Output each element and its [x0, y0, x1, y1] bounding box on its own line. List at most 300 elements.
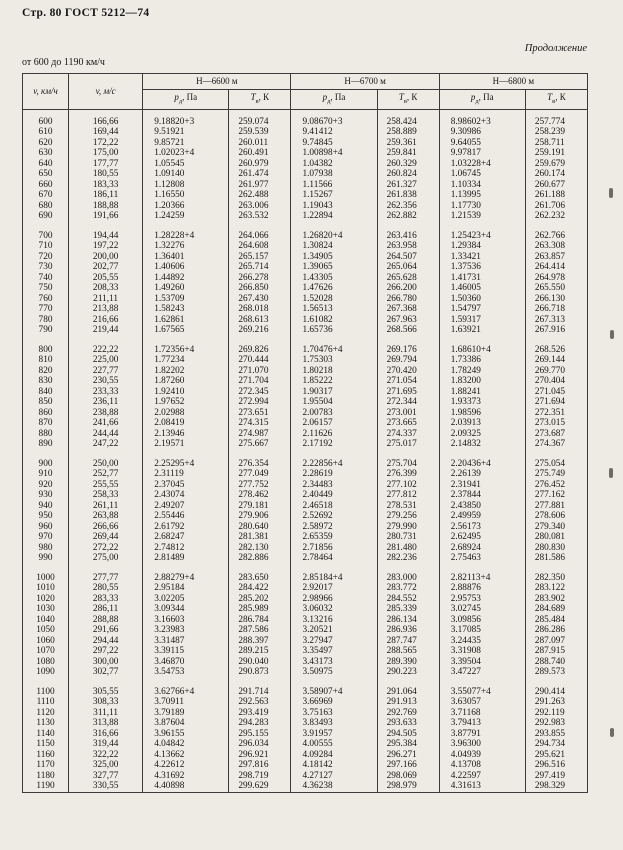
- table-row: [23, 294, 588, 305]
- table-cell: 279.906: [229, 511, 291, 522]
- table-cell: 289.573: [525, 667, 587, 678]
- table-cell: 2.43850: [439, 501, 525, 512]
- table-cell: 1.32276: [143, 241, 229, 252]
- table-cell: 3.20521: [291, 625, 377, 636]
- table-cell: 1.26820+4: [291, 231, 377, 242]
- table-cell: 260.174: [525, 169, 587, 180]
- table-cell: 2.95753: [439, 594, 525, 605]
- table-gap-cell: [439, 450, 525, 459]
- table-row: [23, 273, 588, 284]
- group-header-h6600: Н—6600 м: [143, 74, 291, 90]
- table-cell: 1070: [23, 646, 69, 657]
- table-cell: 3.70911: [143, 697, 229, 708]
- table-cell: 1.93373: [439, 397, 525, 408]
- table-cell: 263.532: [229, 211, 291, 222]
- table-cell: 2.37844: [439, 490, 525, 501]
- table-cell: 1.77234: [143, 355, 229, 366]
- table-row: [23, 366, 588, 377]
- table-cell: 1.98596: [439, 408, 525, 419]
- table-cell: 284.552: [377, 594, 439, 605]
- table-cell: 267.430: [229, 294, 291, 305]
- table-cell: 257.774: [525, 109, 587, 127]
- table-row: [23, 376, 588, 387]
- table-cell: 262.488: [229, 190, 291, 201]
- table-cell: 295.621: [525, 750, 587, 761]
- table-cell: 297.419: [525, 771, 587, 782]
- table-row: [23, 615, 588, 626]
- table-cell: 2.19571: [143, 439, 229, 450]
- table-cell: 3.02745: [439, 604, 525, 615]
- table-row: [23, 211, 588, 222]
- table-cell: 266,66: [69, 522, 143, 533]
- table-cell: 273.015: [525, 418, 587, 429]
- table-cell: 261.838: [377, 190, 439, 201]
- table-cell: 1.67565: [143, 325, 229, 336]
- table-cell: 2.98966: [291, 594, 377, 605]
- table-cell: 263.958: [377, 241, 439, 252]
- table-cell: 269.770: [525, 366, 587, 377]
- table-cell: 288.397: [229, 636, 291, 647]
- table-cell: 2.17192: [291, 439, 377, 450]
- table-cell: 259.679: [525, 159, 587, 170]
- table-cell: 1.15267: [291, 190, 377, 201]
- table-cell: 1120: [23, 708, 69, 719]
- table-cell: 269,44: [69, 532, 143, 543]
- table-cell: 2.52692: [291, 511, 377, 522]
- table-cell: 2.03913: [439, 418, 525, 429]
- table-cell: 2.43074: [143, 490, 229, 501]
- table-cell: 272.994: [229, 397, 291, 408]
- table-cell: 273.665: [377, 418, 439, 429]
- table-cell: 940: [23, 501, 69, 512]
- table-cell: 290.040: [229, 657, 291, 668]
- table-cell: 1.43305: [291, 273, 377, 284]
- table-cell: 3.91957: [291, 729, 377, 740]
- col-header-temperature-3: $Т_в$, К: [525, 90, 587, 110]
- table-gap-cell: [525, 678, 587, 687]
- table-cell: 1.19043: [291, 201, 377, 212]
- table-cell: 1.80218: [291, 366, 377, 377]
- table-cell: 274.337: [377, 429, 439, 440]
- table-cell: 880: [23, 429, 69, 440]
- table-cell: 186,11: [69, 190, 143, 201]
- table-cell: 9.18820+3: [143, 109, 229, 127]
- table-cell: 870: [23, 418, 69, 429]
- table-cell: 1.34905: [291, 252, 377, 263]
- table-row: [23, 304, 588, 315]
- table-cell: 194,44: [69, 231, 143, 242]
- table-cell: 268.018: [229, 304, 291, 315]
- table-cell: 1.47626: [291, 283, 377, 294]
- table-cell: 3.87604: [143, 718, 229, 729]
- table-cell: 270.420: [377, 366, 439, 377]
- col-header-temperature-1: $Т_в$, К: [229, 90, 291, 110]
- table-row: [23, 646, 588, 657]
- table-row: [23, 687, 588, 698]
- table-cell: 258.711: [525, 138, 587, 149]
- table-row: [23, 573, 588, 584]
- table-gap-cell: [377, 564, 439, 573]
- table-cell: 250,00: [69, 459, 143, 470]
- table-gap-cell: [143, 564, 229, 573]
- table-cell: 330,55: [69, 781, 143, 792]
- table-gap-cell: [229, 222, 291, 231]
- table-cell: 1.21539: [439, 211, 525, 222]
- table-cell: 1.50360: [439, 294, 525, 305]
- table-cell: 1.25423+4: [439, 231, 525, 242]
- table-row: [23, 501, 588, 512]
- table-cell: 291.064: [377, 687, 439, 698]
- table-cell: 3.06032: [291, 604, 377, 615]
- table-cell: 294.283: [229, 718, 291, 729]
- table-cell: 1.95504: [291, 397, 377, 408]
- table-cell: 1.03228+4: [439, 159, 525, 170]
- table-row: [23, 543, 588, 554]
- table-cell: 1.68610+4: [439, 345, 525, 356]
- table-cell: 290.223: [377, 667, 439, 678]
- table-row: [23, 625, 588, 636]
- table-cell: 1.02023+4: [143, 148, 229, 159]
- table-cell: 2.82113+4: [439, 573, 525, 584]
- table-cell: 2.08419: [143, 418, 229, 429]
- continuation-label: Продолжение: [524, 43, 587, 54]
- scan-artifact: [609, 188, 613, 198]
- table-cell: 1160: [23, 750, 69, 761]
- table-cell: 9.41412: [291, 127, 377, 138]
- table-cell: 263.857: [525, 252, 587, 263]
- table-cell: 3.39115: [143, 646, 229, 657]
- table-cell: 325,00: [69, 760, 143, 771]
- table-gap-row: [23, 222, 588, 231]
- table-cell: 213,88: [69, 304, 143, 315]
- table-cell: 276.452: [525, 480, 587, 491]
- table-cell: 284.689: [525, 604, 587, 615]
- table-cell: 1.72356+4: [143, 345, 229, 356]
- table-cell: 4.27127: [291, 771, 377, 782]
- table-row: [23, 553, 588, 564]
- table-cell: 1100: [23, 687, 69, 698]
- table-cell: 830: [23, 376, 69, 387]
- table-cell: 277.881: [525, 501, 587, 512]
- table-cell: 261,11: [69, 501, 143, 512]
- table-cell: 272.345: [229, 387, 291, 398]
- table-cell: 960: [23, 522, 69, 533]
- table-cell: 327,77: [69, 771, 143, 782]
- table-cell: 222,22: [69, 345, 143, 356]
- table-cell: 2.25295+4: [143, 459, 229, 470]
- table-cell: 286.134: [377, 615, 439, 626]
- table-gap-cell: [23, 450, 69, 459]
- table-cell: 3.31908: [439, 646, 525, 657]
- table-gap-cell: [439, 222, 525, 231]
- table-cell: 292.563: [229, 697, 291, 708]
- table-cell: 288,88: [69, 615, 143, 626]
- table-cell: 1150: [23, 739, 69, 750]
- table-cell: 1.29384: [439, 241, 525, 252]
- table-cell: 2.09325: [439, 429, 525, 440]
- table-cell: 282.350: [525, 573, 587, 584]
- table-cell: 4.18142: [291, 760, 377, 771]
- table-gap-cell: [291, 564, 377, 573]
- table-cell: 258.239: [525, 127, 587, 138]
- table-cell: 260.824: [377, 169, 439, 180]
- table-row: [23, 490, 588, 501]
- table-cell: 205,55: [69, 273, 143, 284]
- table-cell: 1.06745: [439, 169, 525, 180]
- table-row: [23, 657, 588, 668]
- table-gap-row: [23, 564, 588, 573]
- table-cell: 298.979: [377, 781, 439, 792]
- table-cell: 292.119: [525, 708, 587, 719]
- table-cell: 1.85222: [291, 376, 377, 387]
- table-cell: 294.734: [525, 739, 587, 750]
- table-cell: 1.52028: [291, 294, 377, 305]
- table-cell: 261.327: [377, 180, 439, 191]
- table-cell: 2.65359: [291, 532, 377, 543]
- table-cell: 3.71168: [439, 708, 525, 719]
- table-cell: 2.75463: [439, 553, 525, 564]
- table-cell: 1170: [23, 760, 69, 771]
- table-row: [23, 697, 588, 708]
- table-cell: 261.474: [229, 169, 291, 180]
- table-cell: 259.841: [377, 148, 439, 159]
- table-cell: 279.990: [377, 522, 439, 533]
- table-gap-cell: [23, 222, 69, 231]
- table-gap-cell: [439, 678, 525, 687]
- table-cell: 1000: [23, 573, 69, 584]
- table-cell: 840: [23, 387, 69, 398]
- table-cell: 2.14832: [439, 439, 525, 450]
- table-gap-cell: [525, 336, 587, 345]
- table-cell: 286.936: [377, 625, 439, 636]
- table-cell: 2.92017: [291, 583, 377, 594]
- table-cell: 4.40898: [143, 781, 229, 792]
- table-cell: 4.22597: [439, 771, 525, 782]
- table-cell: 202,77: [69, 262, 143, 273]
- table-cell: 740: [23, 273, 69, 284]
- table-cell: 290.414: [525, 687, 587, 698]
- table-cell: 286.784: [229, 615, 291, 626]
- table-cell: 920: [23, 480, 69, 491]
- table-cell: 2.02988: [143, 408, 229, 419]
- table-cell: 1.58243: [143, 304, 229, 315]
- table-row: [23, 262, 588, 273]
- table-cell: 275.017: [377, 439, 439, 450]
- table-gap-cell: [525, 450, 587, 459]
- table-cell: 1.13995: [439, 190, 525, 201]
- table-row: [23, 729, 588, 740]
- table-cell: 258.424: [377, 109, 439, 127]
- table-cell: 283,33: [69, 594, 143, 605]
- table-cell: 2.58972: [291, 522, 377, 533]
- data-table: [22, 73, 588, 793]
- table-cell: 172,22: [69, 138, 143, 149]
- table-cell: 3.50975: [291, 667, 377, 678]
- table-cell: 268.526: [525, 345, 587, 356]
- table-cell: 282.130: [229, 543, 291, 554]
- table-cell: 3.79189: [143, 708, 229, 719]
- table-gap-cell: [69, 450, 143, 459]
- table-cell: 264.978: [525, 273, 587, 284]
- table-cell: 2.81489: [143, 553, 229, 564]
- table-cell: 297.816: [229, 760, 291, 771]
- table-cell: 1.22894: [291, 211, 377, 222]
- table-gap-cell: [291, 450, 377, 459]
- table-cell: 910: [23, 469, 69, 480]
- table-cell: 291.913: [377, 697, 439, 708]
- table-cell: 1.63921: [439, 325, 525, 336]
- table-cell: 3.54753: [143, 667, 229, 678]
- table-cell: 299.629: [229, 781, 291, 792]
- table-cell: 300,00: [69, 657, 143, 668]
- table-cell: 236,11: [69, 397, 143, 408]
- table-cell: 298.719: [229, 771, 291, 782]
- table-row: [23, 511, 588, 522]
- table-cell: 1.17730: [439, 201, 525, 212]
- table-cell: 275.704: [377, 459, 439, 470]
- table-row: [23, 667, 588, 678]
- table-row: [23, 345, 588, 356]
- table-row: [23, 180, 588, 191]
- table-cell: 283.902: [525, 594, 587, 605]
- table-gap-cell: [69, 336, 143, 345]
- table-cell: 3.87791: [439, 729, 525, 740]
- table-row: [23, 159, 588, 170]
- table-row: [23, 387, 588, 398]
- table-gap-cell: [69, 222, 143, 231]
- table-cell: 296.034: [229, 739, 291, 750]
- table-cell: 820: [23, 366, 69, 377]
- table-row: [23, 109, 588, 127]
- col-header-v-kmh: v, км/ч: [23, 74, 69, 110]
- table-cell: 265.064: [377, 262, 439, 273]
- table-cell: 230,55: [69, 376, 143, 387]
- table-cell: 1020: [23, 594, 69, 605]
- table-cell: 1.59317: [439, 315, 525, 326]
- table-cell: 271.045: [525, 387, 587, 398]
- table-cell: 660: [23, 180, 69, 191]
- speed-range-label: от 600 до 1190 км/ч: [22, 57, 105, 68]
- table-cell: 259.074: [229, 109, 291, 127]
- table-gap-cell: [143, 450, 229, 459]
- table-cell: 183,33: [69, 180, 143, 191]
- table-cell: 287.097: [525, 636, 587, 647]
- table-cell: 3.39504: [439, 657, 525, 668]
- table-cell: 280,55: [69, 583, 143, 594]
- table-cell: 283.122: [525, 583, 587, 594]
- col-header-pressure-2: $р_д$, Па: [291, 90, 377, 110]
- table-cell: 311,11: [69, 708, 143, 719]
- table-gap-cell: [291, 678, 377, 687]
- table-cell: 177,77: [69, 159, 143, 170]
- table-cell: 1.73386: [439, 355, 525, 366]
- table-cell: 810: [23, 355, 69, 366]
- table-cell: 9.08670+3: [291, 109, 377, 127]
- table-cell: 2.71856: [291, 543, 377, 554]
- table-cell: 266.200: [377, 283, 439, 294]
- table-cell: 279.256: [377, 511, 439, 522]
- table-cell: 295.384: [377, 739, 439, 750]
- table-cell: 610: [23, 127, 69, 138]
- table-cell: 3.55077+4: [439, 687, 525, 698]
- table-cell: 225,00: [69, 355, 143, 366]
- table-cell: 9.97817: [439, 148, 525, 159]
- table-cell: 297.166: [377, 760, 439, 771]
- table-cell: 1.90317: [291, 387, 377, 398]
- table-cell: 264.608: [229, 241, 291, 252]
- table-row: [23, 708, 588, 719]
- table-cell: 288.565: [377, 646, 439, 657]
- table-cell: 2.62495: [439, 532, 525, 543]
- table-cell: 216,66: [69, 315, 143, 326]
- table-cell: 282.236: [377, 553, 439, 564]
- table-cell: 298.329: [525, 781, 587, 792]
- table-gap-cell: [69, 678, 143, 687]
- table-row: [23, 148, 588, 159]
- table-cell: 265.714: [229, 262, 291, 273]
- table-cell: 166,66: [69, 109, 143, 127]
- table-cell: 850: [23, 397, 69, 408]
- table-cell: 260.491: [229, 148, 291, 159]
- table-cell: 264.414: [525, 262, 587, 273]
- table-cell: 860: [23, 408, 69, 419]
- table-cell: 1.65736: [291, 325, 377, 336]
- table-cell: 4.31613: [439, 781, 525, 792]
- table-cell: 3.63057: [439, 697, 525, 708]
- table-cell: 3.35497: [291, 646, 377, 657]
- table-gap-cell: [291, 336, 377, 345]
- table-cell: 3.62766+4: [143, 687, 229, 698]
- table-gap-row: [23, 336, 588, 345]
- table-cell: 261.977: [229, 180, 291, 191]
- table-cell: 2.37045: [143, 480, 229, 491]
- table-cell: 890: [23, 439, 69, 450]
- table-cell: 274.315: [229, 418, 291, 429]
- table-cell: 265.628: [377, 273, 439, 284]
- table-cell: 1.37536: [439, 262, 525, 273]
- table-cell: 4.31692: [143, 771, 229, 782]
- table-cell: 3.43173: [291, 657, 377, 668]
- table-cell: 1.41731: [439, 273, 525, 284]
- table-cell: 1.07938: [291, 169, 377, 180]
- table-cell: 322,22: [69, 750, 143, 761]
- table-cell: 268.566: [377, 325, 439, 336]
- table-cell: 260.979: [229, 159, 291, 170]
- table-gap-cell: [525, 564, 587, 573]
- table-cell: 3.83493: [291, 718, 377, 729]
- table-cell: 255,55: [69, 480, 143, 491]
- table-cell: 191,66: [69, 211, 143, 222]
- table-row: [23, 408, 588, 419]
- table-cell: 2.06157: [291, 418, 377, 429]
- table-cell: 1.24259: [143, 211, 229, 222]
- table-cell: 1.54797: [439, 304, 525, 315]
- table-cell: 1030: [23, 604, 69, 615]
- table-cell: 2.40449: [291, 490, 377, 501]
- table-cell: 2.00783: [291, 408, 377, 419]
- table-cell: 930: [23, 490, 69, 501]
- table-cell: 9.64055: [439, 138, 525, 149]
- table-gap-cell: [291, 222, 377, 231]
- table-cell: 2.88876: [439, 583, 525, 594]
- table-cell: 3.02205: [143, 594, 229, 605]
- table-cell: 3.58907+4: [291, 687, 377, 698]
- table-cell: 258,33: [69, 490, 143, 501]
- table-cell: 1090: [23, 667, 69, 678]
- table-cell: 1.62861: [143, 315, 229, 326]
- table-cell: 3.16603: [143, 615, 229, 626]
- table-cell: 262.356: [377, 201, 439, 212]
